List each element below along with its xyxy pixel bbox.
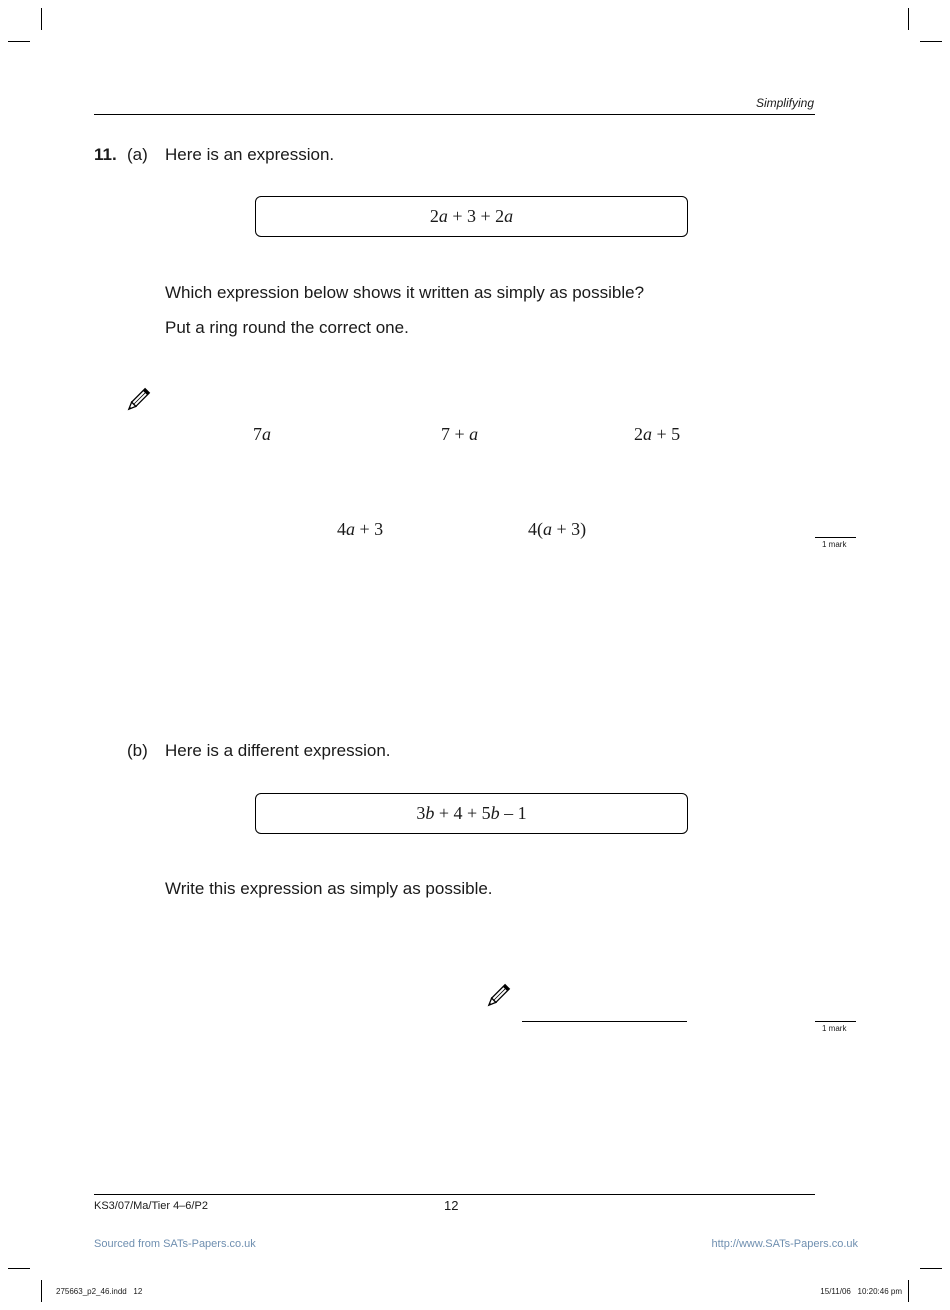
question-number: 11. [94, 145, 117, 164]
pencil-icon [484, 982, 512, 1010]
part-b-label: (b) [127, 741, 148, 760]
option-7-plus-a[interactable]: 7 + a [441, 424, 479, 444]
part-a-intro: Here is an expression. [165, 145, 335, 164]
header-rule [94, 114, 815, 115]
crop-mark [41, 8, 42, 30]
expression-a: 2a + 3 + 2a [429, 206, 514, 226]
mark-label-b: 1 mark [822, 1024, 847, 1033]
pencil-icon [124, 386, 152, 414]
crop-mark [908, 1280, 909, 1302]
part-b-prompt: Write this expression as simply as possible. [165, 879, 493, 898]
part-a-instruction: Put a ring round the correct one. [165, 318, 409, 337]
source-left[interactable]: Sourced from SATs-Papers.co.uk [94, 1238, 256, 1250]
mark-rule-a [815, 537, 856, 538]
paper-code: KS3/07/Ma/Tier 4–6/P2 [94, 1200, 208, 1212]
expression-box-b [255, 793, 688, 834]
expression-box-a [255, 196, 688, 237]
crop-mark [8, 41, 30, 42]
option-4-bracket-a-plus-3[interactable]: 4(a + 3) [528, 519, 587, 539]
page-number: 12 [444, 1198, 459, 1213]
answer-line[interactable] [522, 996, 687, 1022]
part-b-intro: Here is a different expression. [165, 741, 391, 760]
source-url[interactable]: http://www.SATs-Papers.co.uk [711, 1238, 858, 1250]
option-2a-plus-5[interactable]: 2a + 5 [634, 424, 681, 444]
crop-mark [8, 1268, 30, 1269]
mark-rule-b [815, 1021, 856, 1022]
expression-b: 3b + 4 + 5b – 1 [416, 803, 527, 823]
section-title: Simplifying [755, 96, 814, 110]
option-4a-plus-3[interactable]: 4a + 3 [337, 519, 384, 539]
part-a-prompt: Which expression below shows it written as simply as possible? [165, 283, 645, 302]
mark-label-a: 1 mark [822, 540, 847, 549]
crop-mark [908, 8, 909, 30]
crop-mark [41, 1280, 42, 1302]
slug-timestamp: 15/11/06 10:20:46 pm [820, 1287, 902, 1296]
part-a-label: (a) [127, 145, 148, 164]
option-7a[interactable]: 7a [253, 424, 271, 444]
slug-filename: 275663_p2_46.indd 12 [56, 1287, 143, 1296]
crop-mark [920, 41, 942, 42]
footer-rule [94, 1194, 815, 1195]
crop-mark [920, 1268, 942, 1269]
